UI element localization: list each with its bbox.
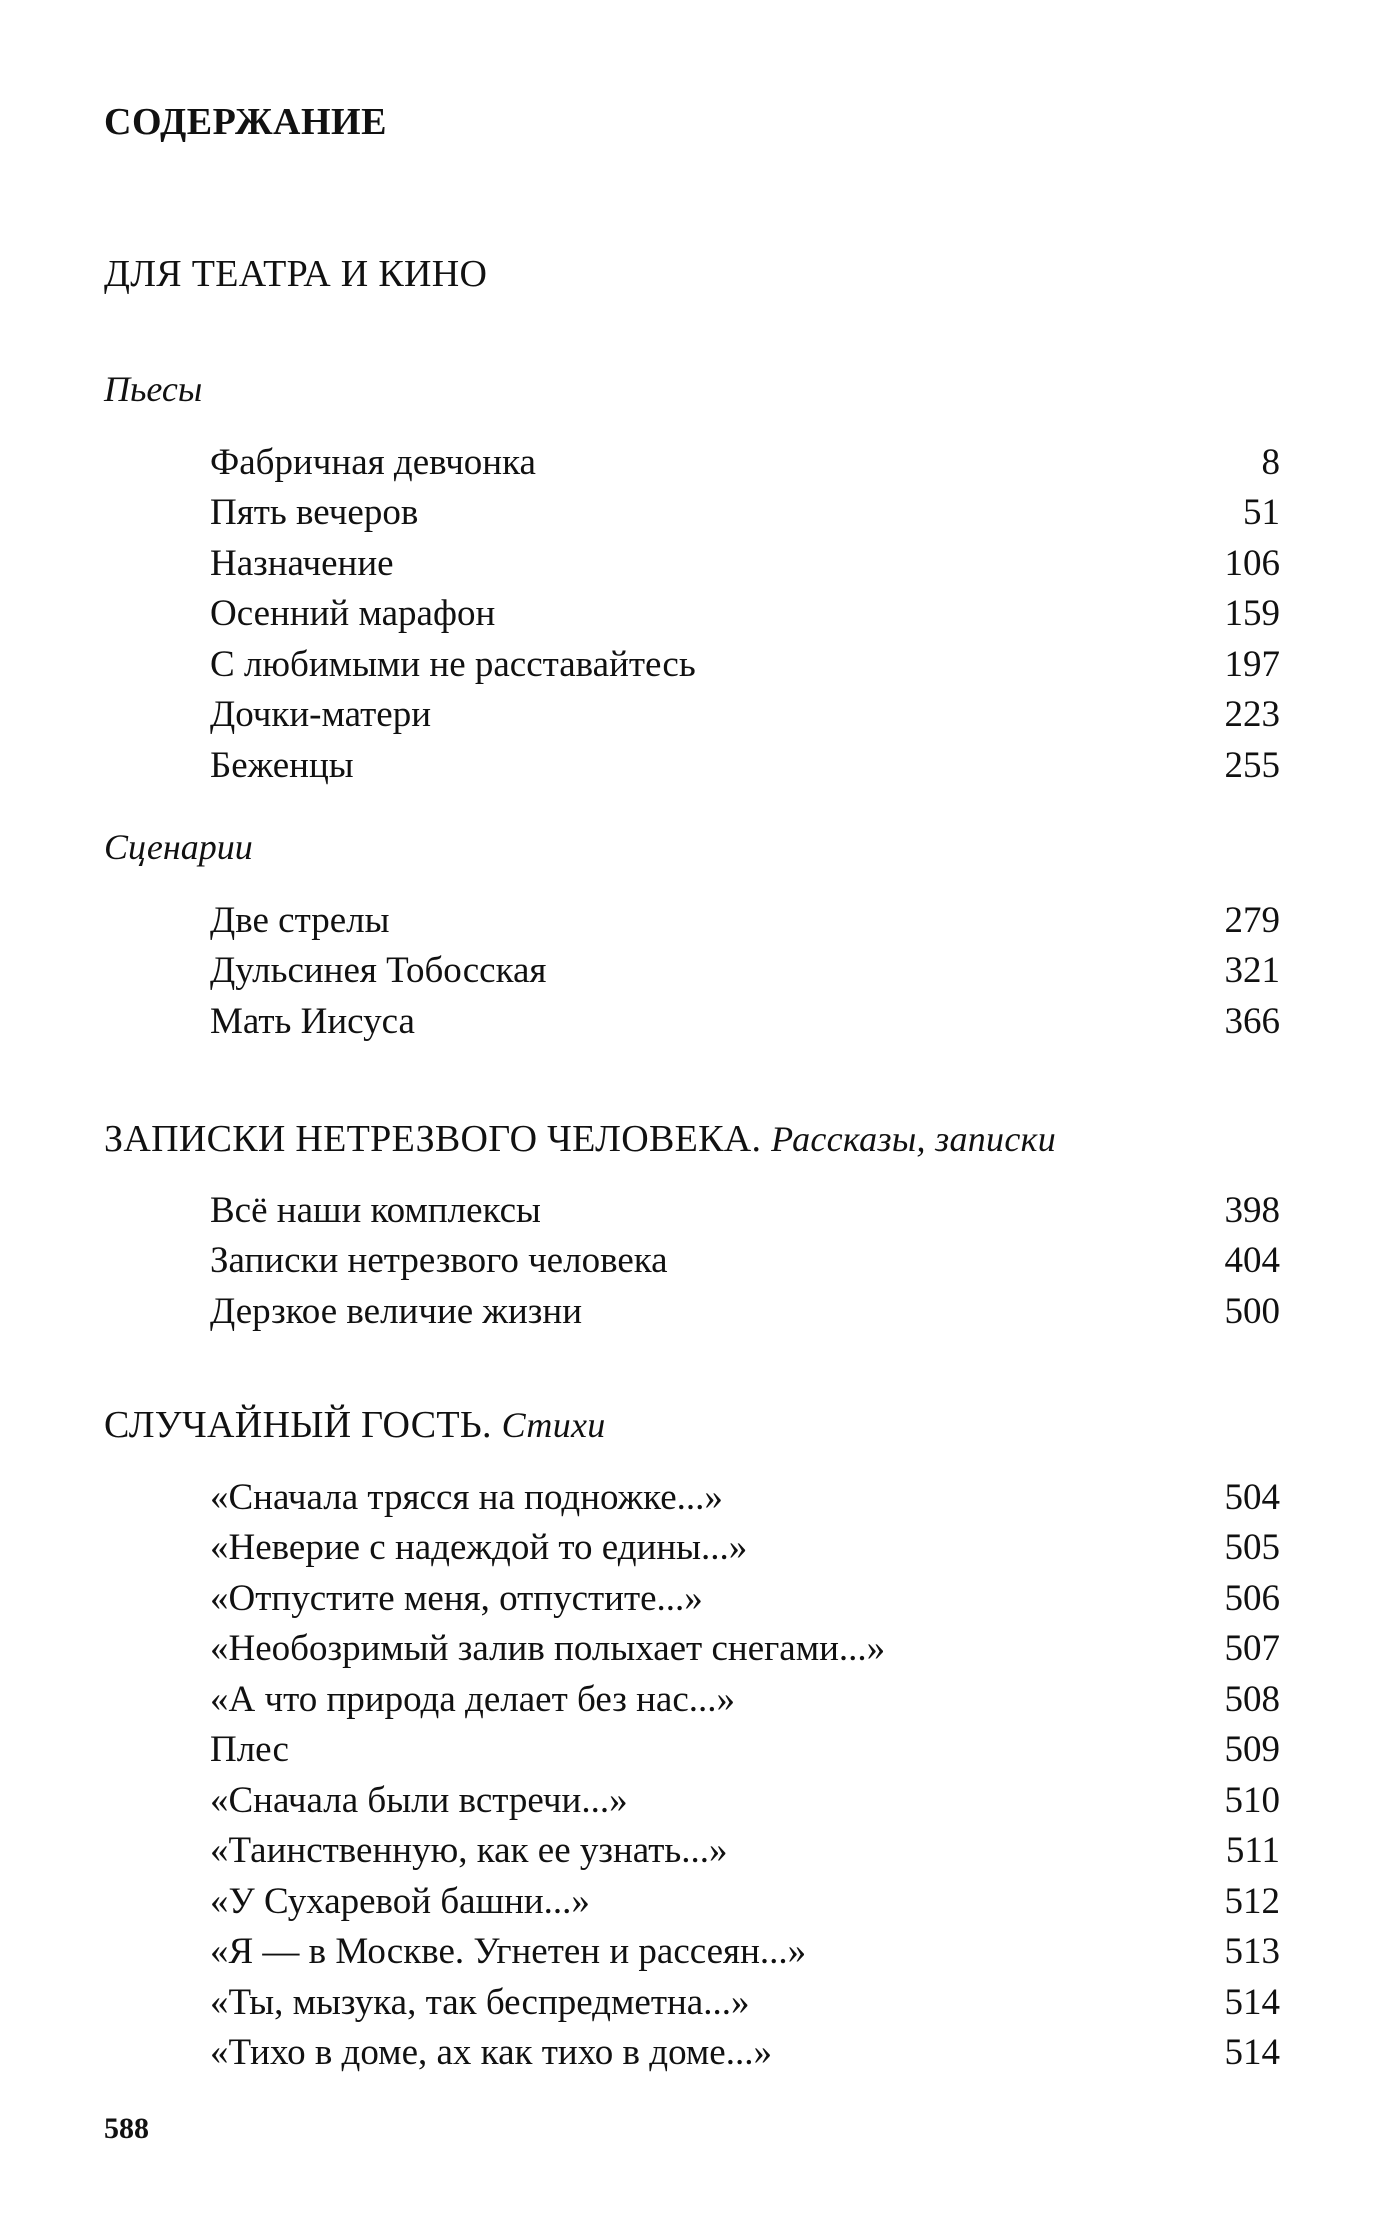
toc-entry <box>210 437 1280 488</box>
toc-entry <box>210 690 1280 741</box>
subhead-plays: Пьесы <box>104 369 203 409</box>
entry-page: 505 <box>1224 1527 1280 1569</box>
section-title-notes <box>104 1117 1056 1161</box>
entry-page: 507 <box>1224 1628 1280 1670</box>
toc-entry <box>210 1573 1280 1624</box>
entry-title: «Тихо в доме, ах как тихо в доме...» <box>210 2032 772 2074</box>
entry-page: 8 <box>1261 441 1280 483</box>
toc-entry <box>210 1236 1280 1287</box>
entry-page: 159 <box>1224 593 1280 635</box>
entry-page: 500 <box>1224 1290 1280 1332</box>
section-title-text: ДЛЯ ТЕАТРА И КИНО <box>104 253 488 295</box>
toc-entry <box>210 1286 1280 1337</box>
entry-title: «Отпустите меня, отпустите...» <box>210 1577 703 1619</box>
entry-title: Пять вечеров <box>210 492 419 534</box>
toc-entry <box>210 1624 1280 1675</box>
entry-page: 509 <box>1224 1729 1280 1771</box>
entry-title: Мать Иисуса <box>210 1000 415 1042</box>
toc-entry <box>210 1977 1280 2028</box>
toc-entry <box>210 1725 1280 1776</box>
scripts-list <box>210 895 1280 1047</box>
subhead-scripts: Сценарии <box>104 827 253 867</box>
entry-page: 514 <box>1224 1981 1280 2023</box>
entry-title: Дочки-матери <box>210 694 432 736</box>
entry-title: Осенний марафон <box>210 593 496 635</box>
page-number: 588 <box>104 2112 149 2145</box>
entry-page: 508 <box>1224 1678 1280 1720</box>
entry-title: «Необозримый залив полыхает снегами...» <box>210 1628 886 1670</box>
toc-entry <box>210 2028 1280 2079</box>
entry-page: 506 <box>1224 1577 1280 1619</box>
toc-entry <box>210 1876 1280 1927</box>
toc-entry <box>210 1185 1280 1236</box>
entry-page: 197 <box>1224 643 1280 685</box>
entry-title: Записки нетрезвого человека <box>210 1240 668 1282</box>
entry-page: 366 <box>1224 1000 1280 1042</box>
toc-entry <box>210 1927 1280 1978</box>
entry-title: «Я — в Москве. Угнетен и рассеян...» <box>210 1931 807 1973</box>
notes-list <box>210 1185 1280 1337</box>
entry-page: 404 <box>1224 1240 1280 1282</box>
entry-title: Две стрелы <box>210 899 390 941</box>
entry-title: «Сначала трясся на подножке...» <box>210 1476 723 1518</box>
section-title-poems <box>104 1403 606 1447</box>
entry-title: «Сначала были встречи...» <box>210 1779 628 1821</box>
entry-title: Плес <box>210 1729 289 1771</box>
entry-title: «Ты, мызука, так беспредметна...» <box>210 1981 750 2023</box>
entry-page: 510 <box>1224 1779 1280 1821</box>
section-subtitle: Рассказы, записки <box>771 1119 1057 1159</box>
entry-page: 514 <box>1224 2032 1280 2074</box>
entry-page: 255 <box>1224 744 1280 786</box>
entry-page: 504 <box>1224 1476 1280 1518</box>
entry-title: Назначение <box>210 542 394 584</box>
toc-entry <box>210 589 1280 640</box>
entry-page: 223 <box>1224 694 1280 736</box>
entry-title: Всё наши комплексы <box>210 1189 541 1231</box>
entry-title: С любимыми не расставайтесь <box>210 643 696 685</box>
entry-page: 279 <box>1224 899 1280 941</box>
toc-entry <box>210 1674 1280 1725</box>
entry-page: 106 <box>1224 542 1280 584</box>
plays-list <box>210 437 1280 791</box>
entry-page: 321 <box>1224 950 1280 992</box>
section-title-theatre-cinema <box>104 252 487 296</box>
entry-title: «Неверие с надеждой то едины...» <box>210 1527 748 1569</box>
entry-title: Дульсинея Тобосская <box>210 950 547 992</box>
entry-title: Дерзкое величие жизни <box>210 1290 583 1332</box>
entry-title: «Таинственную, как ее узнать...» <box>210 1830 728 1872</box>
contents-heading: СОДЕРЖАНИЕ <box>104 101 387 143</box>
entry-title: «А что природа делает без нас...» <box>210 1678 735 1720</box>
entry-page: 51 <box>1243 492 1280 534</box>
toc-entry <box>210 1775 1280 1826</box>
toc-entry <box>210 639 1280 690</box>
toc-entry <box>210 946 1280 997</box>
entry-page: 398 <box>1224 1189 1280 1231</box>
section-title-text: ЗАПИСКИ НЕТРЕЗВОГО ЧЕЛОВЕКА. <box>104 1118 762 1160</box>
entry-title: Фабричная девчонка <box>210 441 536 483</box>
entry-title: Беженцы <box>210 744 354 786</box>
toc-entry <box>210 488 1280 539</box>
toc-entry <box>210 895 1280 946</box>
toc-entry <box>210 740 1280 791</box>
entry-page: 511 <box>1225 1830 1280 1872</box>
toc-entry <box>210 1472 1280 1523</box>
section-title-text: СЛУЧАЙНЫЙ ГОСТЬ. <box>104 1404 492 1446</box>
toc-entry <box>210 538 1280 589</box>
toc-entry <box>210 996 1280 1047</box>
section-subtitle: Стихи <box>501 1405 606 1445</box>
toc-entry <box>210 1523 1280 1574</box>
entry-page: 512 <box>1224 1880 1280 1922</box>
toc-entry <box>210 1826 1280 1877</box>
entry-page: 513 <box>1224 1931 1280 1973</box>
poems-list <box>210 1472 1280 2078</box>
entry-title: «У Сухаревой башни...» <box>210 1880 590 1922</box>
